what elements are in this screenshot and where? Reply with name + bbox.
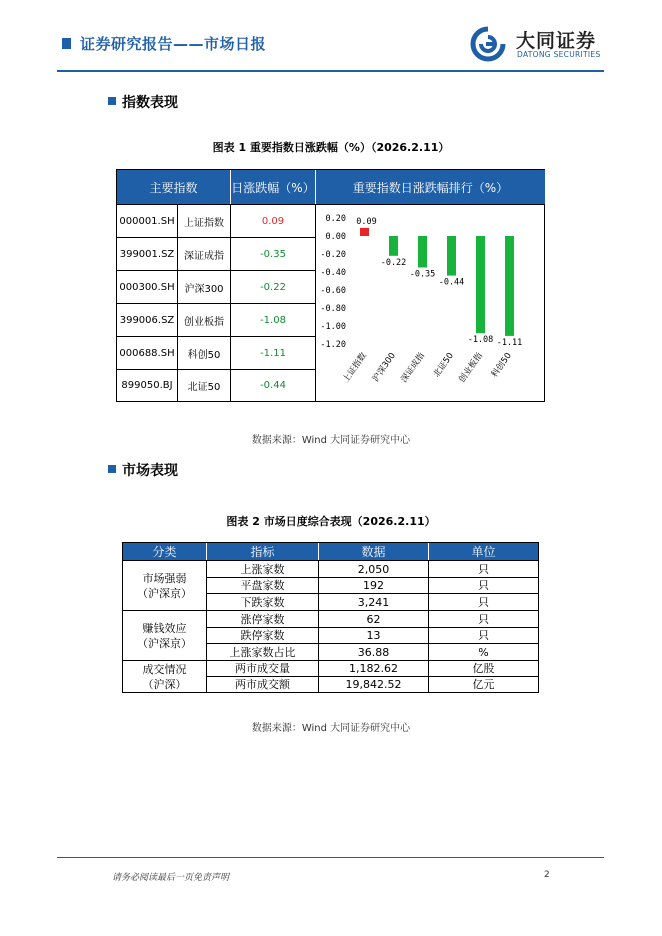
y-tick-label: -1.00	[320, 322, 346, 332]
metric-cell: 涨停家数	[240, 612, 285, 626]
index-name: 创业板指	[184, 316, 224, 328]
y-tick-label: 0.00	[325, 232, 346, 242]
category-line1: 市场强弱	[142, 571, 187, 585]
logo-subtitle: DATONG SECURITIES	[517, 50, 601, 59]
y-tick-label: 0.20	[325, 214, 346, 224]
data-label: -0.44	[438, 277, 465, 288]
index-name: 上证指数	[184, 217, 224, 229]
metric-cell: 上涨家数占比	[229, 645, 296, 659]
logo-name: 大同证券	[516, 30, 597, 52]
data-label: 0.09	[356, 216, 377, 227]
section-title-index: 指数表现	[122, 95, 178, 111]
value-cell: 19,842.52	[345, 678, 402, 691]
category-line2: （沪深京）	[137, 636, 192, 650]
bar	[389, 236, 398, 256]
bar	[476, 236, 485, 333]
logo-mark-icon	[468, 26, 508, 62]
data-label: -1.08	[467, 335, 494, 346]
index-code: 000300.SH	[119, 281, 175, 293]
x-category-label: 深证成指	[399, 350, 427, 385]
metric-cell: 两市成交量	[235, 662, 290, 675]
header-divider	[57, 70, 604, 72]
t1-header-index: 主要指数	[117, 170, 230, 204]
value-cell: 2,050	[357, 562, 390, 576]
metric-cell: 上涨家数	[240, 562, 285, 576]
index-name: 科创50	[187, 349, 221, 361]
footer-divider	[57, 857, 604, 858]
index-change: -0.44	[260, 380, 286, 391]
index-code: 000688.SH	[119, 347, 175, 359]
x-category-label: 上证指数	[341, 350, 369, 385]
value-cell: 192	[363, 579, 384, 592]
unit-cell: 亿元	[472, 678, 495, 691]
x-category-label: 北证50	[431, 350, 456, 380]
unit-cell: 只	[478, 595, 489, 609]
category-line1: 赚钱效应	[142, 621, 187, 635]
t1-header-chart: 重要指数日涨跌幅排行（%）	[316, 170, 545, 204]
index-change: -1.11	[260, 347, 286, 359]
t2-header-category: 分类	[123, 543, 206, 560]
unit-cell: 亿股	[472, 662, 495, 675]
index-change-bar-chart	[316, 203, 544, 400]
index-change: -0.35	[260, 248, 286, 260]
footer-disclaimer: 请务必阅读最后一页免责声明	[112, 873, 230, 883]
figure1-source: 数据来源：Wind 大同证券研究中心	[251, 435, 411, 446]
category-line2: （沪深京）	[137, 586, 192, 600]
category-line2: （沪深）	[142, 677, 187, 691]
company-logo	[468, 26, 618, 62]
bar	[418, 236, 427, 268]
index-change: -1.08	[260, 314, 286, 326]
metric-cell: 平盘家数	[240, 579, 285, 592]
bar	[447, 236, 456, 276]
index-name: 北证50	[187, 382, 221, 393]
index-code: 000001.SH	[119, 215, 175, 227]
figure1-title: 图表 1 重要指数日涨跌幅（%）（2026.2.11）	[212, 141, 450, 154]
x-category-label: 沪深300	[370, 350, 398, 384]
section-marker	[108, 465, 116, 473]
unit-cell: 只	[478, 579, 489, 592]
category-cell	[123, 561, 206, 610]
value-cell: 3,241	[357, 595, 390, 609]
y-tick-label: -1.20	[320, 340, 346, 350]
category-cell	[123, 611, 206, 660]
market-performance-table	[122, 542, 539, 693]
unit-cell: 只	[478, 629, 489, 642]
y-tick-label: -0.80	[320, 304, 346, 314]
data-label: -0.35	[409, 269, 436, 280]
index-name: 沪深300	[184, 283, 224, 295]
category-cell	[123, 661, 206, 692]
section-marker	[108, 97, 116, 105]
figure2-source: 数据来源：Wind 大同证券研究中心	[251, 723, 411, 734]
index-code: 899050.BJ	[121, 380, 173, 391]
category-line1: 成交情况	[142, 662, 187, 676]
data-label: -0.22	[380, 257, 407, 268]
index-code: 399001.SZ	[119, 248, 175, 260]
value-cell: 1,182.62	[349, 662, 398, 675]
header-marker	[62, 38, 71, 49]
metric-cell: 下跌家数	[240, 595, 285, 609]
index-change: 0.09	[261, 215, 285, 227]
y-tick-label: -0.20	[320, 250, 346, 260]
data-label: -1.11	[496, 337, 523, 348]
x-category-label: 创业板指	[457, 350, 485, 385]
bar	[505, 236, 514, 336]
y-tick-label: -0.60	[320, 286, 346, 296]
t1-header-change: 日涨跌幅（%）	[231, 170, 315, 204]
x-category-label: 科创50	[489, 350, 514, 380]
t2-header-value: 数据	[319, 543, 428, 560]
t2-header-metric: 指标	[207, 543, 318, 560]
unit-cell: 只	[478, 612, 489, 626]
unit-cell: 只	[478, 562, 489, 576]
unit-cell: %	[478, 645, 489, 659]
value-cell: 62	[366, 612, 381, 626]
index-change: -0.22	[260, 281, 286, 293]
index-code: 399006.SZ	[119, 314, 175, 326]
bar	[360, 228, 369, 236]
metric-cell: 跌停家数	[240, 629, 285, 642]
y-tick-label: -0.40	[320, 268, 346, 278]
value-cell: 36.88	[357, 645, 390, 659]
t2-header-unit: 单位	[429, 543, 538, 560]
index-name: 深证成指	[184, 250, 224, 262]
report-title: 证券研究报告——市场日报	[80, 35, 267, 53]
figure2-title: 图表 2 市场日度综合表现（2026.2.11）	[226, 515, 436, 528]
page-number: 2	[544, 870, 550, 880]
value-cell: 13	[366, 629, 381, 642]
metric-cell: 两市成交额	[235, 678, 290, 691]
section-title-market: 市场表现	[122, 463, 178, 479]
